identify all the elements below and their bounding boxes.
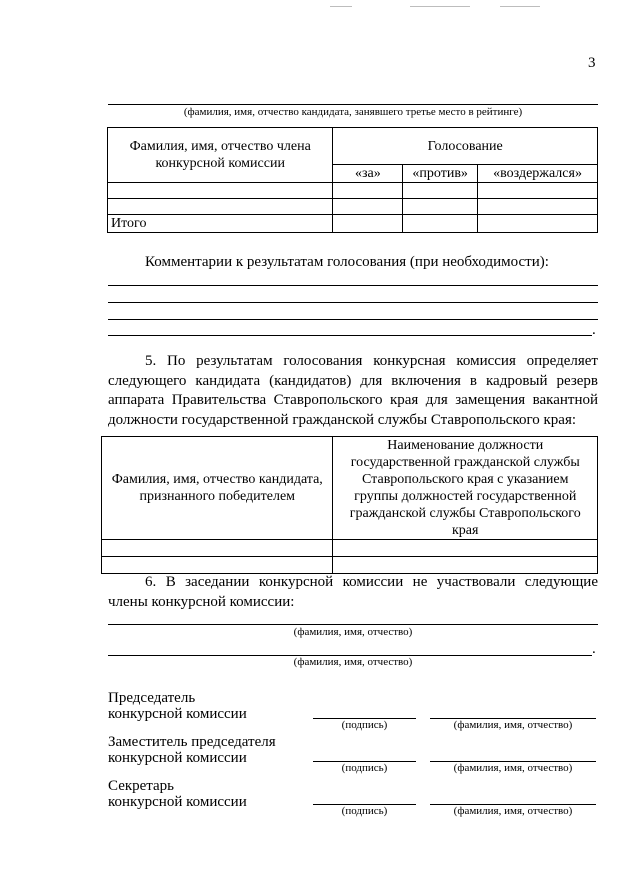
- rank3-line: [108, 104, 598, 105]
- scan-artifact: [500, 6, 540, 7]
- absent-member-line: [108, 624, 598, 625]
- winner-col2-header: Наименование должности государственной гражданской службы Ставропольского края с указанием группы должностей государственной гражданской службы Ставропольского края: [333, 437, 598, 540]
- total-label: Итого: [108, 215, 333, 233]
- comments-end: .: [592, 322, 596, 338]
- name-caption: (фамилия, имя, отчество): [453, 719, 573, 731]
- name-caption: (фамилия, имя, отчество): [453, 805, 573, 817]
- secretary-role-line1: Секретарь: [108, 778, 175, 794]
- rank3-caption: (фамилия, имя, отчество кандидата, занявшего третье место в рейтинге): [183, 106, 523, 118]
- name-caption: (фамилия, имя, отчество): [453, 762, 573, 774]
- chairman-role-line2: конкурсной комиссии: [108, 706, 247, 722]
- comment-line: [108, 335, 592, 336]
- table-row: [108, 199, 598, 215]
- vote-table: [107, 127, 598, 233]
- secretary-role: [108, 778, 247, 810]
- deputy-role-line1: Заместитель председателя: [108, 734, 276, 750]
- vote-header: Голосование: [333, 128, 598, 165]
- table-row: [108, 183, 598, 199]
- comment-line: [108, 285, 598, 286]
- chairman-role-line1: Председатель: [108, 690, 196, 706]
- table-row: [102, 557, 598, 574]
- table-row: [108, 215, 598, 233]
- page-number: 3: [588, 55, 596, 71]
- comments-label: Комментарии к результатам голосования (при необходимости):: [145, 254, 549, 270]
- scan-artifact: [330, 6, 352, 7]
- section5-paragraph: 5. По результатам голосования конкурсная комиссия определяет следующего кандидата (кандидатов) для включения в кадровый резерв аппарата Правительства Ставропольского края для замещения вакантной должности государственной гражданской службы Ставропольского края:: [108, 353, 598, 428]
- scan-artifact: [410, 6, 470, 7]
- absent-member-caption: (фамилия, имя, отчество): [293, 656, 413, 668]
- deputy-role-line2: конкурсной комиссии: [108, 750, 247, 766]
- vote-against-header: «против»: [403, 165, 478, 183]
- absent-end: .: [592, 641, 596, 657]
- section6-paragraph: 6. В заседании конкурсной комиссии не участвовали следующие члены конкурсной комиссии:: [108, 574, 598, 610]
- comment-line: [108, 302, 598, 303]
- vote-abstain-header: «воздержался»: [478, 165, 598, 183]
- chairman-role: [108, 690, 247, 722]
- comment-line: [108, 319, 598, 320]
- deputy-role: [108, 734, 276, 766]
- secretary-role-line2: конкурсной комиссии: [108, 794, 247, 810]
- signature-caption: (подпись): [341, 719, 388, 731]
- vote-for-header: «за»: [333, 165, 403, 183]
- vote-name-header: Фамилия, имя, отчество члена конкурсной комиссии: [108, 128, 333, 183]
- winner-col1-header: Фамилия, имя, отчество кандидата, признанного победителем: [102, 437, 333, 540]
- table-row: [102, 540, 598, 557]
- winner-table: [101, 436, 598, 574]
- signature-caption: (подпись): [341, 805, 388, 817]
- absent-member-caption: (фамилия, имя, отчество): [293, 626, 413, 638]
- signature-caption: (подпись): [341, 762, 388, 774]
